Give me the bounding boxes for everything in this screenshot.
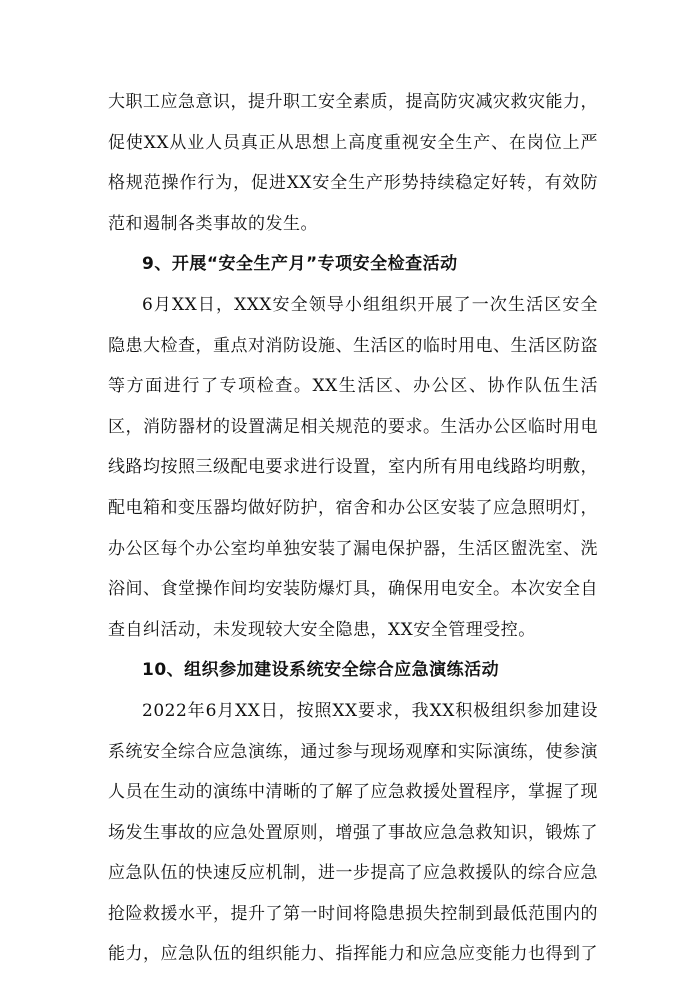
paragraph-section-9: 6月XX日，XXX安全领导小组组织开展了一次生活区安全隐患大检查，重点对消防设施、生活区的临时用电、生活区防盗等方面进行了专项检查。XX生活区、办公区、协作队伍生活区，消防器材的设置满足相关规范的要求。生活办公区临时用电线路均按照三级配电要求进行设置，室内所有用电线路均明敷，配电箱和变压器均做好防护，宿舍和办公区安装了应急照明灯，办公区每个办公室均单独安装了漏电保护器，生活区盥洗室、洗浴间、食堂操作间均安装防爆灯具，确保用电安全。本次安全自查自纠活动，未发现较大安全隐患，XX安全管理受控。 — [108, 294, 598, 640]
section-heading-9: 9、开展“安全生产月”专项安全检查活动 — [142, 254, 458, 275]
section-heading-10: 10、组织参加建设系统安全综合应急演练活动 — [142, 660, 500, 681]
paragraph-section-10: 2022年6月XX日，按照XX要求，我XX积极组织参加建设系统安全综合应急演练，通过参与现场观摩和实际演练，使参演人员在生动的演练中清晰的了解了应急救援处置程序，掌握了现场发生事故的应急处置原则，增强了事故应急急救知识，锻炼了应急队伍的快速反应机制，进一步提高了应急救援队的综合应急抢险救援水平，提升了第一时间将隐患损失控制到最低范围内的能力，应急队伍的组织能力、指挥能力和应急应变能力也得到了 — [108, 700, 598, 965]
paragraph-continuation: 大职工应急意识，提升职工安全素质，提高防灾减灾救灾能力，促使XX从业人员真正从思想上高度重视安全生产、在岗位上严格规范操作行为，促进XX安全生产形势持续稳定好转，有效防范和遏制各类事故的发生。 — [108, 92, 598, 234]
document-body — [108, 82, 598, 975]
